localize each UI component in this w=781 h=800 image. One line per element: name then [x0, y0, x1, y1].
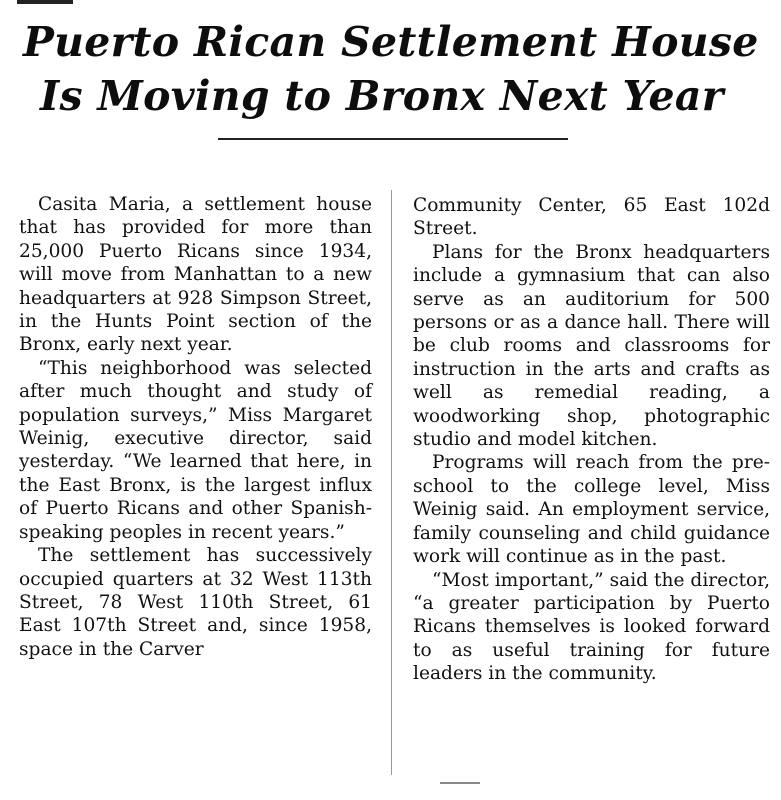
left-column: [19, 193, 372, 661]
headline-line-1: Puerto Rican Settlement House: [23, 18, 759, 66]
paragraph-quote: “This neighborhood was selected after much thought and study of population surveys,” Miss Margaret Weinig, executive director, said yesterday. “We learned that here, in the East Bronx, is the largest influx of Puerto Ricans and other Spanish-speaking peoples in recent years.”: [19, 357, 372, 543]
paragraph-intro: Casita Maria, a settlement house that has provided for more than 25,000 Puerto Ricans since 1934, will move from Manhattan to a new headquarters at 928 Simpson Street, in the Hunts Point section of the Bronx, early next year.: [19, 194, 372, 356]
column-divider: [391, 190, 392, 775]
top-rule: [17, 0, 73, 4]
paragraph-plans: Plans for the Bronx headquarters include a gymnasium that can also serve as an auditorium for 500 persons or as a dance hall. There will be club rooms and classrooms for instruction in the arts and crafts as well as remedial reading, a woodworking shop, photographic studio and model kitchen.: [413, 241, 770, 451]
paragraph-history-continued: Community Center, 65 East 102d Street.: [413, 195, 770, 240]
bottom-rule: [440, 782, 480, 784]
paragraph-history: The settlement has successively occupied quarters at 32 West 113th Street, 78 West 110th Street, 61 East 107th Street and, since 1958, space in the Carver: [19, 545, 372, 660]
headline-rule: [218, 138, 568, 140]
paragraph-conclusion: “Most important,” said the director, “a greater participation by Puerto Ricans themselves is looked forward to as useful training for future leaders in the community.: [413, 569, 770, 685]
headline-line-2: Is Moving to Bronx Next Year: [40, 72, 724, 120]
right-column: [413, 194, 770, 686]
paragraph-programs: Programs will reach from the pre-school to the college level, Miss Weinig said. An employment service, family counseling and child guidance work will continue as in the past.: [413, 452, 770, 568]
